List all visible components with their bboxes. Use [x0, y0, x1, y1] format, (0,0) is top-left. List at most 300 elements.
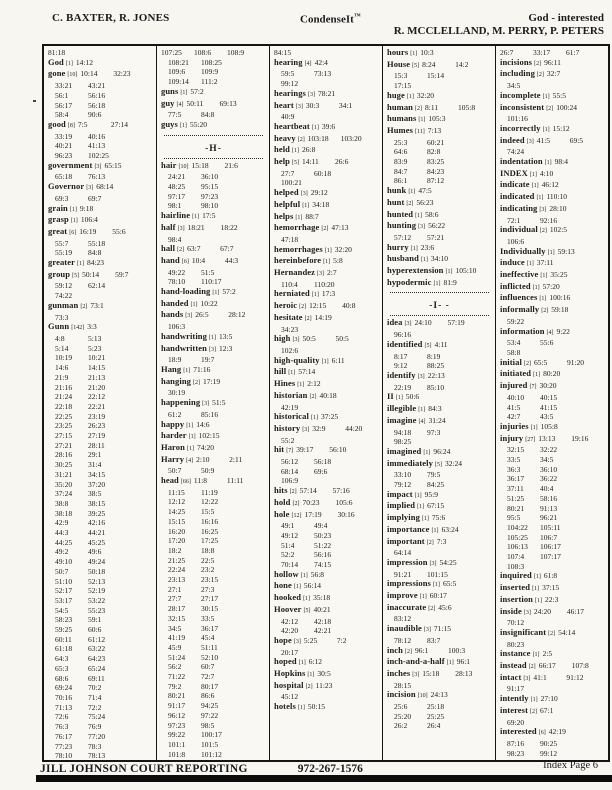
page-line-ref: 55:6: [112, 226, 126, 236]
page-line-ref: 69:6: [314, 466, 328, 476]
entry-count: [1]: [533, 372, 541, 379]
page-line-ref: 75:6: [431, 513, 446, 523]
entry-count: [4]: [546, 329, 554, 336]
page-line-ref: 80:17: [201, 681, 219, 691]
page-line-ref: 50:5: [302, 334, 316, 344]
page-line-ref: 25:18: [427, 702, 445, 712]
entry-count: [1]: [406, 93, 414, 100]
page-line-ref: 42:19: [548, 727, 566, 737]
page-line-ref: 100:16: [549, 293, 571, 303]
entry-count: [1]: [526, 261, 534, 268]
index-entry: [500, 69, 605, 90]
page-line-ref: 106:4: [80, 215, 98, 225]
entry-word: hearings: [274, 87, 306, 98]
page-line-ref: 108:6: [194, 48, 212, 57]
page-line-ref: 55:2: [281, 435, 295, 445]
index-entry: [161, 99, 266, 120]
page-line-ref: 40:21: [313, 604, 331, 614]
entry-count: [1]: [418, 117, 426, 124]
entry-word: identify: [387, 369, 416, 380]
entry-count: [6]: [181, 258, 189, 265]
entry-word: initiated: [500, 368, 532, 379]
page-line-ref: 32:20: [334, 244, 352, 254]
page-line-ref: 31:24: [428, 415, 446, 425]
page-line-ref: 50:6: [405, 392, 420, 402]
entry-word: helped: [274, 187, 299, 198]
index-entry: [387, 318, 492, 339]
page-line-ref: 27:10: [540, 694, 558, 704]
page-line-ref: 61:8: [543, 571, 558, 581]
page-line-ref: 39:6: [321, 121, 336, 131]
condenseit-brand: CondenseIt™: [300, 12, 361, 26]
index-entry: [161, 87, 266, 99]
page-line-ref: 60:7: [201, 662, 215, 672]
trademark-symbol: ™: [353, 12, 361, 20]
page-line-ref: 55:23: [88, 605, 106, 615]
index-entry: [387, 340, 492, 371]
page-line-ref: 106:17: [540, 542, 561, 552]
entry-word: hemorrhage: [274, 222, 320, 233]
page-line-ref: 32:15: [507, 445, 525, 455]
page-line-ref: 32:22: [540, 445, 558, 455]
entry-word: hit: [274, 444, 285, 455]
index-entry: [161, 398, 266, 419]
page-line-ref: 59:13: [557, 246, 575, 256]
page-line-ref: 2:11: [229, 454, 243, 464]
index-entry: [161, 223, 266, 244]
index-entry: [500, 157, 605, 169]
header-right-names: R. MCCLELLAND, M. PERRY, P. PETERS: [393, 25, 604, 37]
entry-word: hits: [274, 485, 288, 496]
page-line-ref: 50:5: [335, 334, 349, 344]
entry-count: [1]: [180, 89, 188, 96]
page-line-ref: 5:25: [303, 635, 318, 645]
page-line-ref: 58:16: [540, 493, 558, 503]
page-line-ref: 50:23: [314, 530, 332, 540]
index-entry: [500, 595, 605, 607]
page-line-ref: 30:20: [539, 381, 557, 391]
page-line-ref: 23:6: [420, 242, 435, 252]
page-line-ref: 69:5: [569, 135, 584, 145]
page-line-ref: 33:5: [507, 455, 521, 465]
entry-word: grain: [48, 202, 68, 213]
page-line-ref: 84:7: [394, 166, 408, 176]
page-line-ref: 83:12: [394, 614, 412, 624]
page-line-ref: 50:7: [55, 566, 69, 576]
page-line-ref: 32:15: [168, 613, 186, 623]
page-line-ref: 95:9: [424, 489, 438, 499]
page-line-ref: 14:2: [455, 59, 469, 69]
page-line-ref: 17:5: [202, 211, 216, 221]
page-line-ref: 78:21: [317, 88, 336, 98]
index-entry: [48, 270, 153, 301]
entry-word: indeed: [500, 134, 525, 145]
page-line-ref: 105:11: [540, 522, 561, 532]
page-line-ref: 26:4: [427, 721, 441, 731]
page-line-ref: 26:5: [195, 310, 209, 320]
page-line-ref: 105:8: [458, 102, 476, 112]
entry-word: insertion: [500, 593, 534, 604]
index-entry: [48, 120, 153, 161]
page-line-ref: 78:10: [55, 751, 73, 760]
page-header: [0, 12, 612, 37]
entry-word: hoped: [274, 656, 297, 667]
page-line-ref: 59:7: [115, 269, 129, 279]
index-entry: [500, 225, 605, 246]
page-line-ref: 49:24: [88, 557, 106, 567]
entry-word: informally: [500, 304, 540, 315]
index-entry: [161, 256, 266, 287]
page-line-ref: 91:12: [566, 672, 584, 682]
index-entry: [274, 101, 379, 122]
entry-word: hooked: [274, 592, 302, 603]
page-line-ref: 38:8: [55, 498, 69, 508]
page-line-ref: 100:21: [281, 178, 302, 188]
page-line-ref: 49:10: [55, 557, 73, 567]
page-line-ref: 51:22: [314, 540, 332, 550]
page-line-ref: 102:6: [281, 345, 299, 355]
page-line-ref: 14:11: [302, 157, 319, 167]
page-line-ref: 28:15: [394, 680, 412, 690]
page-line-ref: 56:18: [314, 457, 332, 467]
entry-count: [1]: [419, 594, 427, 601]
page-line-ref: 28:10: [549, 203, 567, 213]
page-line-ref: 51:10: [55, 576, 73, 586]
entry-word: inaccurate: [387, 601, 427, 612]
page-line-ref: 40:8: [342, 301, 356, 311]
page-line-ref: 60:21: [427, 137, 445, 147]
index-entry: [387, 591, 492, 603]
page-line-ref: 42:19: [281, 402, 299, 412]
page-line-ref: 9:22: [556, 326, 570, 336]
entry-word: injured: [500, 380, 528, 391]
page-line-ref: 60:18: [314, 168, 332, 178]
page-line-ref: 72:6: [55, 712, 69, 722]
page-line-ref: 30:5: [317, 669, 331, 679]
page-line-ref: 26:2: [394, 721, 408, 731]
entry-word: interested: [500, 726, 537, 737]
page-line-ref: 58:4: [55, 110, 69, 120]
entry-word: hand: [161, 254, 180, 265]
page-line-ref: 60:11: [55, 634, 72, 644]
page-line-ref: 54:25: [439, 557, 457, 567]
page-line-ref: 69:7: [88, 193, 102, 203]
page-line-ref: 68:14: [281, 466, 299, 476]
page-line-ref: 56:10: [329, 445, 347, 455]
page-line-ref: 30:3: [305, 100, 320, 110]
page-line-ref: 6:12: [308, 657, 323, 667]
entry-count: [3]: [292, 337, 300, 344]
index-entry: [48, 322, 153, 760]
page-line-ref: 53:22: [88, 595, 106, 605]
page-line-ref: 76:3: [55, 722, 69, 732]
page-line-ref: 50:15: [307, 702, 325, 712]
page-line-ref: 35:25: [550, 270, 568, 280]
section-divider: [388, 292, 491, 316]
page-line-ref: 98:10: [201, 201, 219, 211]
page-line-ref: 42:7: [507, 412, 521, 422]
page-line-ref: 67:7: [220, 244, 234, 254]
entry-word: Haron: [161, 441, 185, 452]
index-entry: [500, 124, 605, 136]
entry-word: guns: [161, 85, 179, 96]
page-line-ref: 28:16: [55, 450, 73, 460]
page-line-ref: 37:11: [536, 258, 554, 268]
page-line-ref: 65:3: [55, 663, 69, 673]
page-line-ref: 59:5: [281, 69, 295, 79]
page-line-ref: 58:6: [425, 209, 439, 219]
page-line-ref: 29:12: [310, 188, 328, 198]
page-line-ref: 8:17: [394, 351, 408, 361]
entry-count: [1]: [529, 171, 537, 178]
entry-word: Hopkins: [274, 668, 306, 679]
page-line-ref: 39:25: [88, 508, 106, 518]
entry-count: [2]: [426, 539, 434, 546]
page-line-ref: 56:22: [428, 221, 446, 231]
page-line-ref: 78:13: [88, 751, 106, 760]
entry-count: [3]: [423, 627, 431, 634]
entry-count: [2]: [546, 105, 554, 112]
entry-count: [142]: [71, 325, 85, 332]
entry-count: [4]: [418, 418, 426, 425]
page-line-ref: 14:15: [88, 363, 106, 373]
page-line-ref: 57:14: [299, 486, 317, 496]
entry-word: heroic: [274, 300, 298, 311]
page-line-ref: 84:23: [86, 258, 105, 268]
page-line-ref: 44:3: [55, 528, 69, 538]
page-line-ref: 31:21: [55, 469, 73, 479]
page-line-ref: 41:5: [507, 402, 521, 412]
page-line-ref: 59:1: [88, 615, 102, 625]
page-line-ref: 56:8: [310, 569, 325, 579]
page-line-ref: 39:17: [296, 445, 314, 455]
index-entry: [387, 690, 492, 731]
entry-count: [66]: [180, 479, 191, 486]
index-entry: [274, 223, 379, 244]
page-line-ref: 9:12: [394, 361, 408, 371]
index-continuation: [161, 48, 266, 87]
entry-word: indicating: [500, 202, 538, 213]
entry-count: [1]: [547, 249, 555, 256]
entry-count: [3]: [417, 373, 425, 380]
page-line-ref: 36:22: [540, 474, 558, 484]
page-line-ref: 74:15: [314, 560, 332, 570]
page-line-ref: 49:1: [281, 521, 295, 531]
entry-word: implied: [387, 500, 416, 511]
page-line-ref: 71:16: [193, 364, 211, 374]
index-entry: [161, 455, 266, 476]
entry-count: [3]: [208, 346, 216, 353]
page-line-ref: 22:13: [427, 370, 445, 380]
page-line-ref: 70:16: [55, 693, 73, 702]
phone-number: 972-267-1576: [297, 763, 363, 775]
entry-count: [1]: [542, 93, 550, 100]
page-line-ref: 107:17: [540, 552, 561, 562]
entry-count: [7]: [286, 448, 294, 455]
page-line-ref: 64:14: [394, 548, 412, 558]
entry-count: [1]: [293, 584, 301, 591]
entry-count: [2]: [548, 630, 556, 637]
page-line-ref: 96:1: [415, 645, 429, 655]
page-line-ref: 33:10: [394, 470, 412, 480]
page-line-ref: 8:24: [422, 59, 436, 69]
entry-word: influences: [500, 292, 538, 303]
entry-word: helpful: [274, 198, 301, 209]
page-line-ref: 70:23: [302, 497, 320, 507]
entry-word: indentation: [500, 156, 543, 167]
page-line-ref: 7:13: [427, 125, 442, 135]
entry-word: insignificant: [500, 626, 547, 637]
entry-count: [1]: [532, 586, 540, 593]
page-line-ref: 37:15: [542, 583, 560, 593]
page-line-ref: 101:16: [507, 114, 528, 124]
entry-word: government: [48, 159, 93, 170]
page-line-ref: 57:20: [542, 281, 560, 291]
page-line-ref: 5:23: [88, 343, 102, 353]
entry-count: [1]: [395, 395, 403, 402]
page-line-ref: 12:22: [201, 497, 219, 507]
entry-count: [1]: [186, 445, 194, 452]
entry-word: Gunn: [48, 321, 70, 332]
page-line-ref: 42:4: [314, 57, 328, 67]
index-entry: [48, 182, 153, 203]
entry-count: [1]: [531, 183, 539, 190]
entry-count: [2]: [177, 247, 185, 254]
page-line-ref: 88:7: [305, 211, 319, 221]
index-entry: [274, 636, 379, 657]
entry-count: [2]: [304, 315, 312, 322]
page-line-ref: 34:5: [507, 81, 521, 91]
scan-bottom-bar: [36, 775, 612, 782]
entry-count: [1]: [298, 660, 306, 667]
page-line-ref: 17:19: [304, 509, 322, 519]
page-line-ref: 101:5: [201, 740, 219, 749]
entry-word: instead: [500, 660, 527, 671]
page-line-ref: 99:22: [168, 730, 186, 740]
page-line-ref: 106:6: [507, 236, 525, 246]
entry-word: heavy: [274, 132, 296, 143]
entry-count: [2]: [289, 489, 297, 496]
entry-count: [1]: [323, 259, 331, 266]
page-line-ref: 97:17: [168, 191, 186, 201]
page-line-ref: 10:19: [55, 353, 73, 363]
entry-count: [1]: [311, 124, 319, 131]
page-line-ref: 61:18: [55, 644, 73, 654]
page-line-ref: 96:24: [433, 446, 451, 456]
page-line-ref: 71:22: [168, 672, 186, 682]
page-line-ref: 94:25: [201, 701, 219, 711]
entry-word: information: [500, 325, 545, 336]
index-entry: [500, 204, 605, 225]
index-entry: [500, 607, 605, 628]
page-line-ref: 28:13: [455, 668, 473, 678]
page-line-ref: 38:18: [55, 508, 73, 518]
entry-word: hospital: [274, 679, 304, 690]
page-line-ref: 2:7: [327, 268, 337, 278]
page-line-ref: 21:16: [55, 382, 73, 392]
page-line-ref: 98:4: [554, 157, 569, 167]
entry-word: gone: [48, 68, 66, 79]
page-line-ref: 19:7: [201, 355, 215, 365]
page-line-ref: 69:11: [88, 673, 105, 683]
page-line-ref: 16:19: [79, 226, 97, 236]
page-line-ref: 65:5: [442, 579, 457, 589]
entry-word: great: [48, 225, 68, 236]
page-line-ref: 96:23: [55, 151, 73, 161]
entry-word: intact: [500, 671, 522, 682]
index-entry: [274, 356, 379, 368]
index-entry: [500, 327, 605, 358]
page-line-ref: 42:9: [55, 518, 69, 528]
page-line-ref: 30:15: [201, 604, 219, 614]
page-line-ref: 10:3: [420, 48, 434, 57]
entry-word: importance: [387, 523, 430, 534]
entry-count: [3]: [300, 191, 308, 198]
index-entry: [161, 443, 266, 455]
page-line-ref: 62:14: [88, 281, 106, 291]
page-line-ref: 91:21: [394, 569, 412, 579]
page-line-ref: 100:24: [556, 102, 578, 112]
page-line-ref: 101:12: [201, 749, 222, 759]
page-line-ref: 110:20: [314, 279, 335, 289]
entry-count: [3]: [523, 675, 531, 682]
entry-count: [2]: [541, 308, 549, 315]
page-line-ref: 56:16: [88, 90, 106, 100]
page-line-ref: 23:19: [88, 411, 106, 421]
entry-word: inflicted: [500, 280, 531, 291]
entry-count: [3]: [429, 560, 437, 567]
page-line-ref: 16:25: [201, 526, 219, 536]
page-line-ref: 71:4: [88, 693, 102, 702]
page-line-ref: 12:12: [168, 497, 186, 507]
page-line-ref: 84:25: [427, 480, 445, 490]
entry-count: [2]: [530, 708, 538, 715]
entry-word: Individually: [500, 245, 546, 256]
page-line-ref: 56:2: [168, 662, 182, 672]
page-line-ref: 42:16: [88, 518, 106, 528]
entry-word: incision: [387, 689, 416, 700]
page-line-ref: 18:9: [168, 355, 182, 365]
index-entry: [500, 628, 605, 649]
page-line-ref: 29:1: [88, 450, 102, 460]
page-line-ref: 37:11: [507, 484, 524, 494]
page-line-ref: 52:13: [88, 576, 106, 586]
entry-count: [10]: [417, 693, 428, 700]
index-entry: [274, 510, 379, 570]
page-line-ref: 49:4: [314, 521, 328, 531]
page-line-ref: 75:24: [88, 712, 106, 722]
page-line-ref: 18:2: [168, 545, 182, 555]
entry-count: [1]: [539, 296, 547, 303]
page-line-ref: 56:23: [416, 197, 434, 207]
entry-count: [2]: [305, 683, 313, 690]
entry-count: [2]: [309, 393, 317, 400]
index-entry: [274, 498, 379, 510]
entry-word: imagine: [387, 414, 417, 425]
index-column-2: [157, 46, 270, 760]
index-page-number: Index Page 6: [543, 760, 598, 771]
entry-count: [1]: [70, 218, 78, 225]
page-line-ref: 23:25: [55, 421, 73, 431]
index-entry: [48, 161, 153, 182]
page-line-ref: 47:18: [281, 234, 299, 244]
page-line-ref: 27:17: [201, 594, 219, 604]
entry-count: [1]: [212, 290, 220, 297]
divider-letter: -I- -: [429, 301, 450, 312]
entry-count: [1]: [190, 301, 198, 308]
index-entry: [274, 334, 379, 355]
entry-word: hemorrhages: [274, 243, 323, 254]
